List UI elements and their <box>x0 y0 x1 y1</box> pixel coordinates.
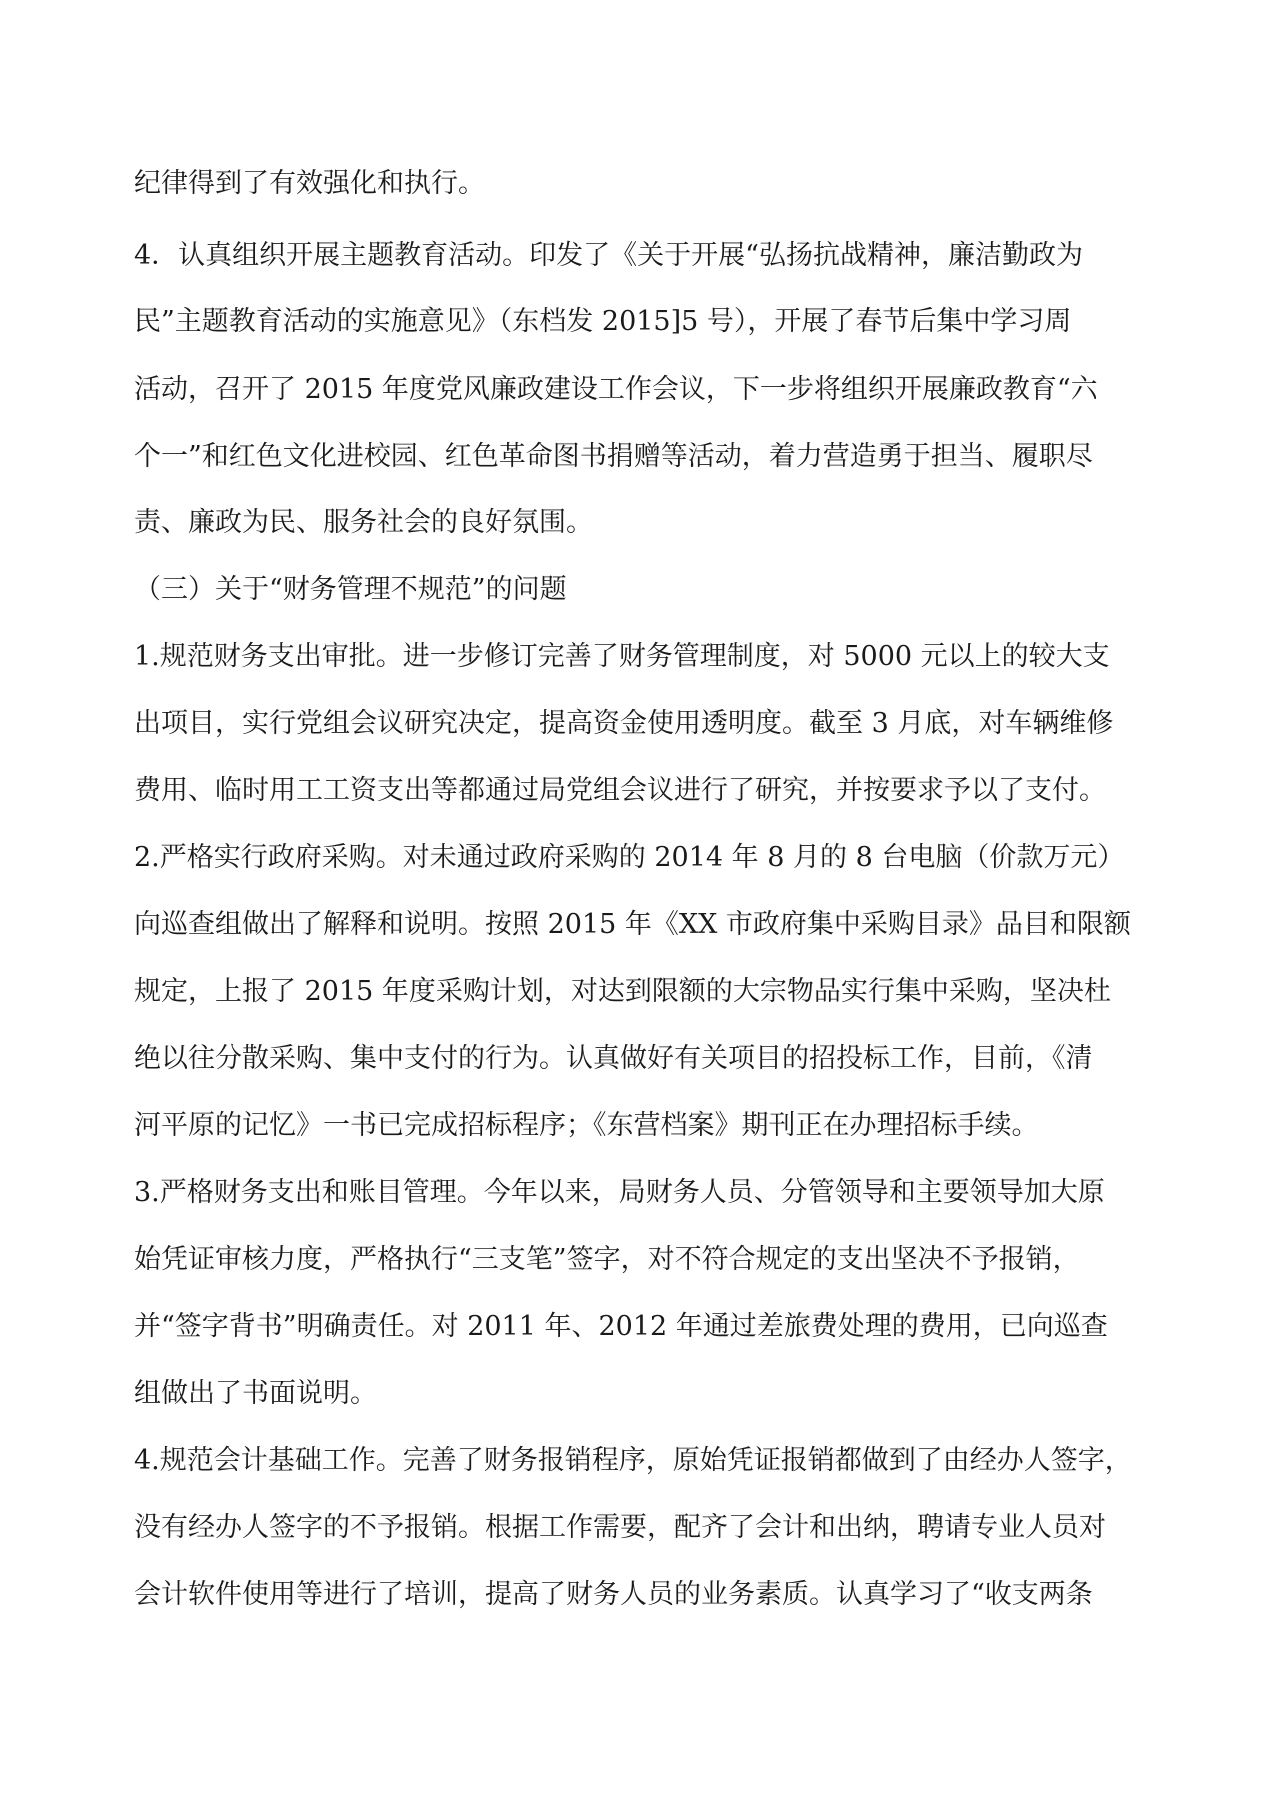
text-line: 费用、临时用工工资支出等都通过局党组会议进行了研究，并按要求予以了支付。 <box>134 775 1106 806</box>
text-line: 始凭证审核力度，严格执行“三支笔”签字，对不符合规定的支出坚决不予报销， <box>134 1244 1080 1275</box>
text-line: 规定，上报了 2015 年度采购计划，对达到限额的大宗物品实行集中采购，坚决杜 <box>134 976 1111 1007</box>
text-line: 活动，召开了 2015 年度党风廉政建设工作会议，下一步将组织开展廉政教育“六 <box>134 374 1098 405</box>
text-line: 绝以往分散采购、集中支付的行为。认真做好有关项目的招投标工作，目前，《清 <box>134 1043 1093 1074</box>
text-line: 会计软件使用等进行了培训，提高了财务人员的业务素质。认真学习了“收支两条 <box>134 1579 1093 1610</box>
text-line: 纪律得到了有效强化和执行。 <box>134 168 485 199</box>
text-line: 并“签字背书”明确责任。对 2011 年、2012 年通过差旅费处理的费用，已向巡查 <box>134 1311 1108 1342</box>
text-line: 2.严格实行政府采购。对未通过政府采购的 2014 年 8 月的 8 台电脑（价款万元） <box>134 842 1125 873</box>
text-line: 出项目，实行党组会议研究决定，提高资金使用透明度。截至 3 月底，对车辆维修 <box>134 708 1114 739</box>
text-line: 4.规范会计基础工作。完善了财务报销程序，原始凭证报销都做到了由经办人签字， <box>134 1445 1132 1476</box>
text-line: 3.严格财务支出和账目管理。今年以来，局财务人员、分管领导和主要领导加大原 <box>134 1177 1105 1208</box>
text-line: 向巡查组做出了解释和说明。按照 2015 年《XX 市政府集中采购目录》品目和限额 <box>134 909 1131 940</box>
text-line: 组做出了书面说明。 <box>134 1378 377 1409</box>
text-line: 河平原的记忆》一书已完成招标程序；《东营档案》期刊正在办理招标手续。 <box>134 1110 1039 1141</box>
text-line: 没有经办人签字的不予报销。根据工作需要，配齐了会计和出纳，聘请专业人员对 <box>134 1512 1106 1543</box>
text-line: 4．认真组织开展主题教育活动。印发了《关于开展“弘扬抗战精神，廉洁勤政为 <box>134 240 1083 271</box>
text-line: 责、廉政为民、服务社会的良好氛围。 <box>134 507 593 538</box>
section-heading: （三）关于“财务管理不规范”的问题 <box>134 574 567 605</box>
text-line: 民”主题教育活动的实施意见》（东档发 2015]5 号），开展了春节后集中学习周 <box>134 306 1072 337</box>
text-line: 1.规范财务支出审批。进一步修订完善了财务管理制度，对 5000 元以上的较大支 <box>134 641 1110 672</box>
text-line: 个一”和红色文化进校园、红色革命图书捐赠等活动，着力营造勇于担当、履职尽 <box>134 441 1093 472</box>
